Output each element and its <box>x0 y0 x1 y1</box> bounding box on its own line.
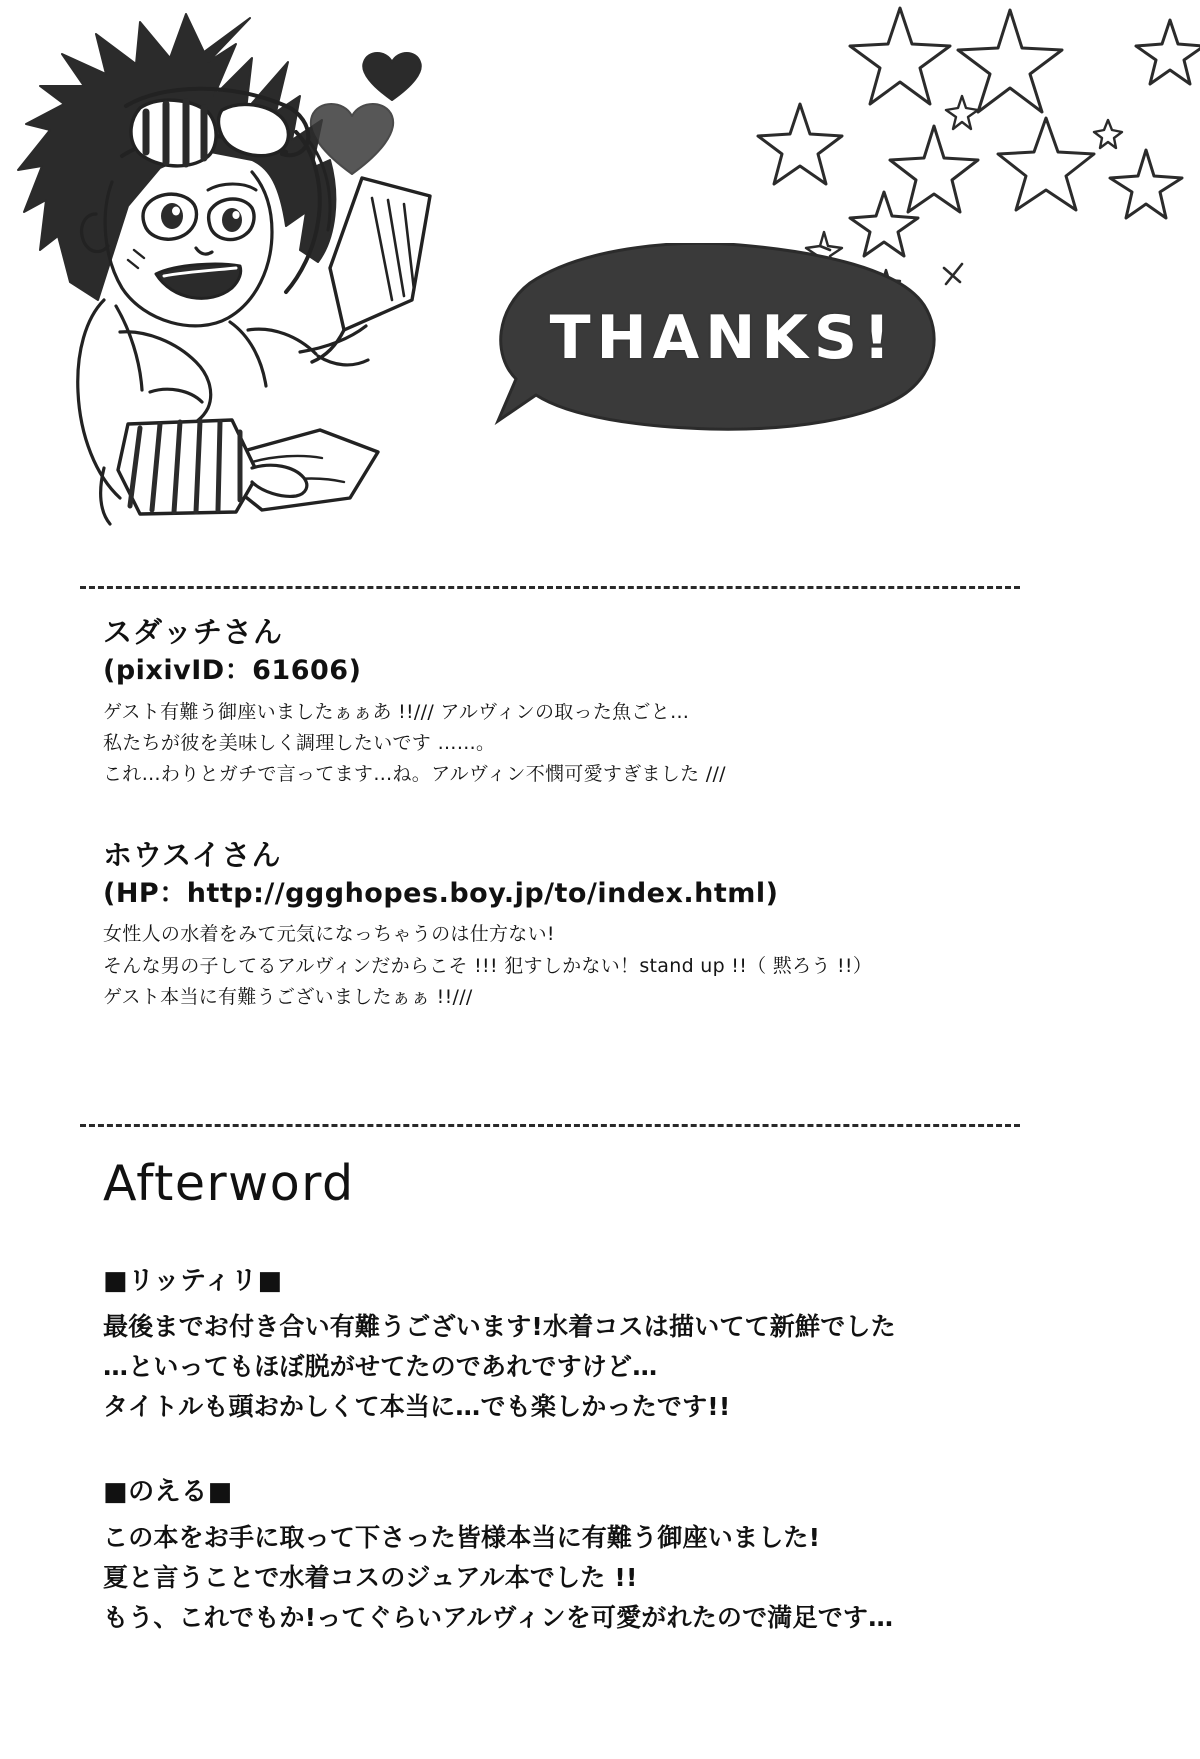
afterword-section-head: ■のえる■ <box>103 1477 233 1507</box>
credit-handle: (HP：http://ggghopes.boy.jp/to/index.html) <box>103 877 779 909</box>
illustration-area <box>0 0 1200 580</box>
afterword-section-text <box>103 1518 1033 1638</box>
credit-line: これ…わりとガチで言ってます…ね。アルヴィン不憫可愛すぎました /// <box>103 763 726 786</box>
divider-bottom <box>80 1124 1020 1127</box>
credit-message <box>103 697 1003 791</box>
credit-entry <box>103 614 1003 791</box>
afterword-line: 夏と言うことで水着コスのジュアル本でした !! <box>103 1563 638 1592</box>
speech-bubble <box>490 243 940 433</box>
afterword-section <box>103 1471 1033 1638</box>
credit-line: ゲスト有難う御座いましたぁぁあ !!/// アルヴィンの取った魚ごと… <box>103 700 690 723</box>
afterword-section <box>103 1260 1033 1427</box>
afterword-section-text <box>103 1307 1033 1427</box>
afterword-line: 最後までお付き合い有難うございます!水着コスは描いてて新鮮でした <box>103 1312 896 1341</box>
credit-handle: (pixivID：61606) <box>103 655 362 687</box>
afterword-line: …といってもほぼ脱がせてたのであれですけど… <box>103 1352 658 1381</box>
credit-name: ホウスイさん <box>103 837 282 872</box>
credit-entry <box>103 837 1003 1014</box>
credit-name: スダッチさん <box>103 615 284 649</box>
credit-line: ゲスト本当に有難うございましたぁぁ !!/// <box>103 986 473 1009</box>
afterword-line: この本をお手に取って下さった皆様本当に有難う御座いました! <box>103 1523 821 1552</box>
afterword-body <box>103 1260 1033 1682</box>
thanks-credits <box>103 614 1003 1059</box>
credit-line: そんな男の子してるアルヴィンだからこそ !!! 犯すしかない！stand up !!（ 黙ろう !!） <box>103 954 873 977</box>
afterword-title: Afterword <box>103 1155 355 1212</box>
afterword-line: もう、これでもか!ってぐらいアルヴィンを可愛がれたので満足です… <box>103 1603 894 1632</box>
credit-line: 私たちが彼を美味しく調理したいです ……。 <box>103 732 496 755</box>
credit-message <box>103 919 1003 1013</box>
speech-bubble-text: THANKS! <box>549 303 897 373</box>
credit-line: 女性人の水着をみて元気になっちゃうのは仕方ない! <box>103 923 555 946</box>
divider-top <box>80 586 1020 589</box>
afterword-line: タイトルも頭おかしくて本当に…でも楽しかったです!! <box>103 1392 731 1421</box>
afterword-section-head: ■リッティリ■ <box>103 1266 283 1296</box>
